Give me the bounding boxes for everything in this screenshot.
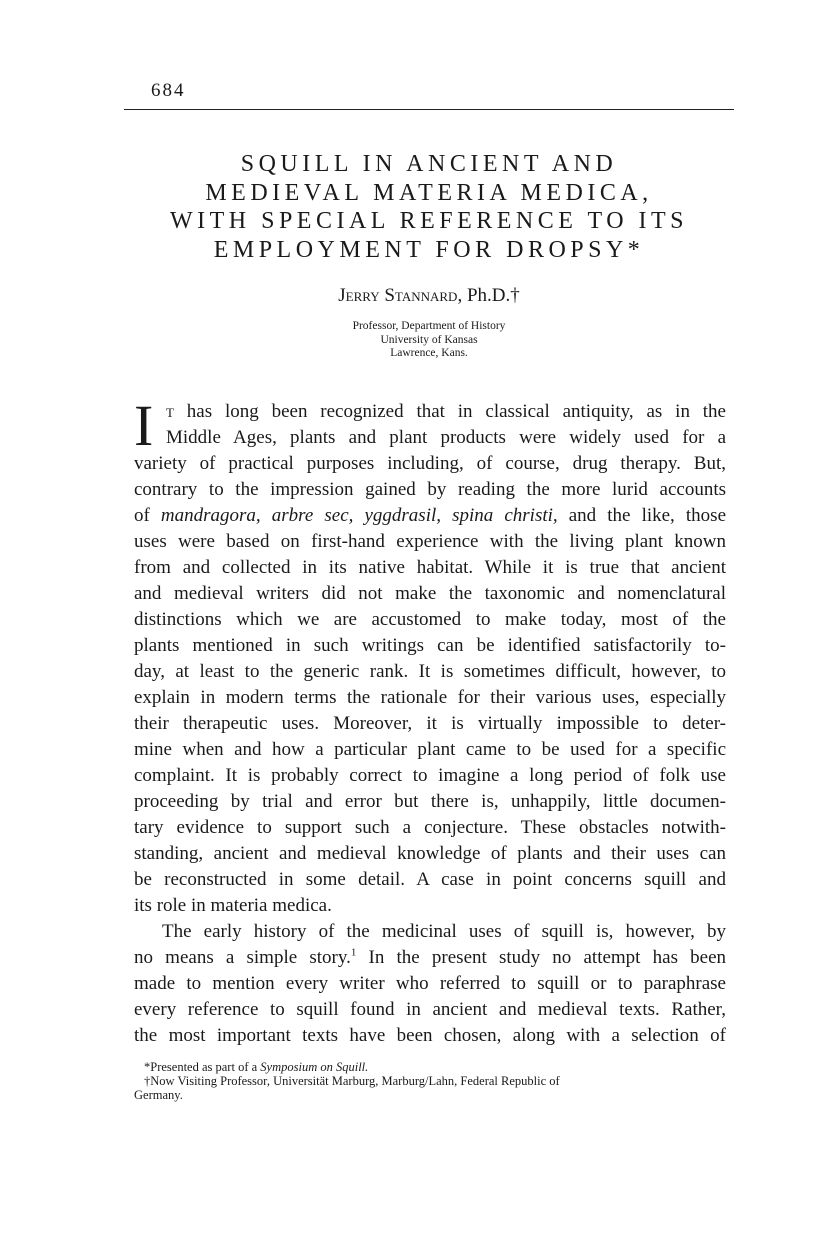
drop-cap: I <box>134 393 154 458</box>
body-line: day, at least to the generic rank. It is sometimes difficult, however, to <box>134 661 726 682</box>
body-text: no means a simple story. <box>134 947 351 968</box>
smallcaps-text: t <box>166 401 174 422</box>
body-line: contrary to the impression gained by reading the more lurid accounts <box>134 479 726 500</box>
body-line: variety of practical purposes including, of course, drug therapy. But, <box>134 453 726 474</box>
body-line: their therapeutic uses. Moreover, it is virtually impossible to deter- <box>134 713 726 734</box>
body-line: explain in modern terms the rationale for their various uses, especially <box>134 687 726 708</box>
title-line: EMPLOYMENT FOR DROPSY* <box>213 236 645 263</box>
body-line: proceeding by trial and error but there is, unhappily, little documen- <box>134 791 726 812</box>
article-body <box>134 393 726 1049</box>
title-line: SQUILL IN ANCIENT AND <box>240 151 618 177</box>
author-affiliation <box>124 320 734 361</box>
italic-terms: mandragora, arbre sec, yggdrasil, spina christi, <box>160 505 558 526</box>
article-title <box>124 150 734 264</box>
title-line: MEDIEVAL MATERIA MEDICA, <box>205 179 653 206</box>
body-line: its role in materia medica. <box>134 895 332 916</box>
body-line: made to mention every writer who referred to squill or to paraphrase <box>134 973 726 994</box>
body-text: In the present study no attempt has been <box>356 947 726 968</box>
footnote-italic: Symposium on Squill. <box>260 1060 369 1074</box>
footnote: Germany. <box>134 1088 183 1102</box>
body-line: mine when and how a particular plant came to be used for a specific <box>134 739 726 760</box>
body-line: tary evidence to support such a conjecture. These obstacles notwith- <box>134 817 726 838</box>
header-rule <box>124 109 734 110</box>
footnote-text: *Presented as part of a <box>144 1060 261 1074</box>
affiliation-line: Lawrence, Kans. <box>390 347 468 359</box>
body-line: standing, ancient and medieval knowledge of plants and their uses can <box>134 843 726 864</box>
body-line: plants mentioned in such writings can be identified satisfactorily to- <box>134 635 726 656</box>
body-line <box>134 399 726 425</box>
title-line: WITH SPECIAL REFERENCE TO ITS <box>169 208 689 234</box>
body-line: every reference to squill found in ancient and medieval texts. Rather, <box>134 999 726 1020</box>
body-text: and the like, those <box>557 505 726 526</box>
paragraph-1 <box>134 393 726 919</box>
affiliation-line: University of Kansas <box>380 333 478 346</box>
footnote-ref: 1 <box>350 946 357 959</box>
affiliation-line: Professor, Department of History <box>352 320 506 332</box>
body-line: complaint. It is probably correct to imagine a long period of folk use <box>134 765 726 786</box>
author-line <box>124 284 734 308</box>
body-line: uses were based on first-hand experience with the living plant known <box>134 531 726 552</box>
body-line: be reconstructed in some detail. A case in point concerns squill and <box>134 869 726 890</box>
footnote: †Now Visiting Professor, Universität Marburg, Marburg/Lahn, Federal Republic of <box>144 1074 560 1088</box>
body-line: Middle Ages, plants and plant products were widely used for a <box>166 427 726 448</box>
footnotes <box>134 1060 726 1102</box>
paragraph-2 <box>134 919 726 1049</box>
author-name: Jerry Stannard <box>338 285 458 306</box>
body-line: the most important texts have been chosen, along with a selection of <box>134 1025 726 1046</box>
body-line: distinctions which we are accustomed to make today, most of the <box>134 609 726 630</box>
body-line <box>134 503 726 529</box>
author-degree: , Ph.D.† <box>457 285 520 306</box>
body-line: and medieval writers did not make the taxonomic and nomenclatural <box>134 583 726 604</box>
body-text: has long been recognized that in classical antiquity, as in the <box>173 401 726 422</box>
body-line <box>134 945 726 971</box>
page-number: 684 <box>151 80 186 101</box>
body-text: of <box>134 505 161 526</box>
body-line: The early history of the medicinal uses of squill is, however, by <box>162 921 726 942</box>
footnote <box>134 1060 726 1074</box>
body-line: from and collected in its native habitat. While it is true that ancient <box>134 557 726 578</box>
